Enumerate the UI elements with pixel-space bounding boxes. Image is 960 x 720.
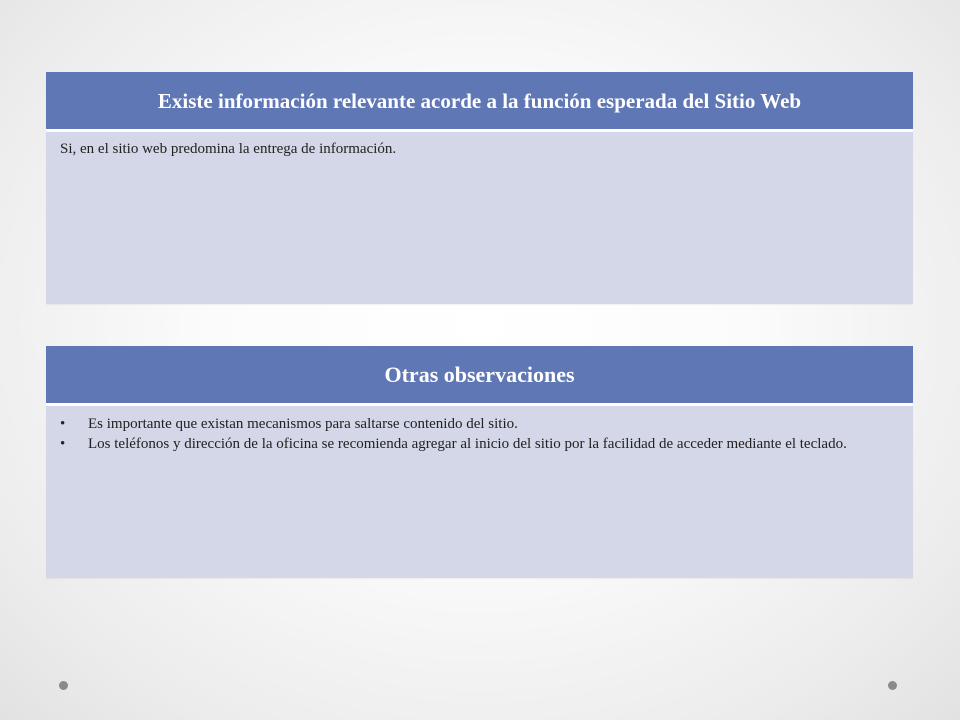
bullet-icon: • [60,436,66,452]
table-body-info-relevance [46,132,913,304]
info-relevance-table [46,72,913,304]
list-item [58,414,899,434]
info-relevance-answer: Si, en el sitio web predomina la entrega de información. [60,141,397,157]
bullet-icon: • [60,416,66,432]
circle-dot-icon [59,681,68,690]
observations-table [46,346,913,578]
observation-text: Es importante que existan mecanismos para saltarse contenido del sitio. [88,416,518,432]
observation-text: Los teléfonos y dirección de la oficina se recomienda agregar al inicio del sitio por la facilidad de acceder mediante el teclado. [88,436,847,452]
observations-list [58,414,899,454]
table-header-observations: Otras observaciones [46,346,913,406]
table-body-observations [46,406,913,578]
list-item [58,434,899,454]
table-header-info-relevance: Existe información relevante acorde a la función esperada del Sitio Web [46,72,913,132]
circle-dot-icon [888,681,897,690]
